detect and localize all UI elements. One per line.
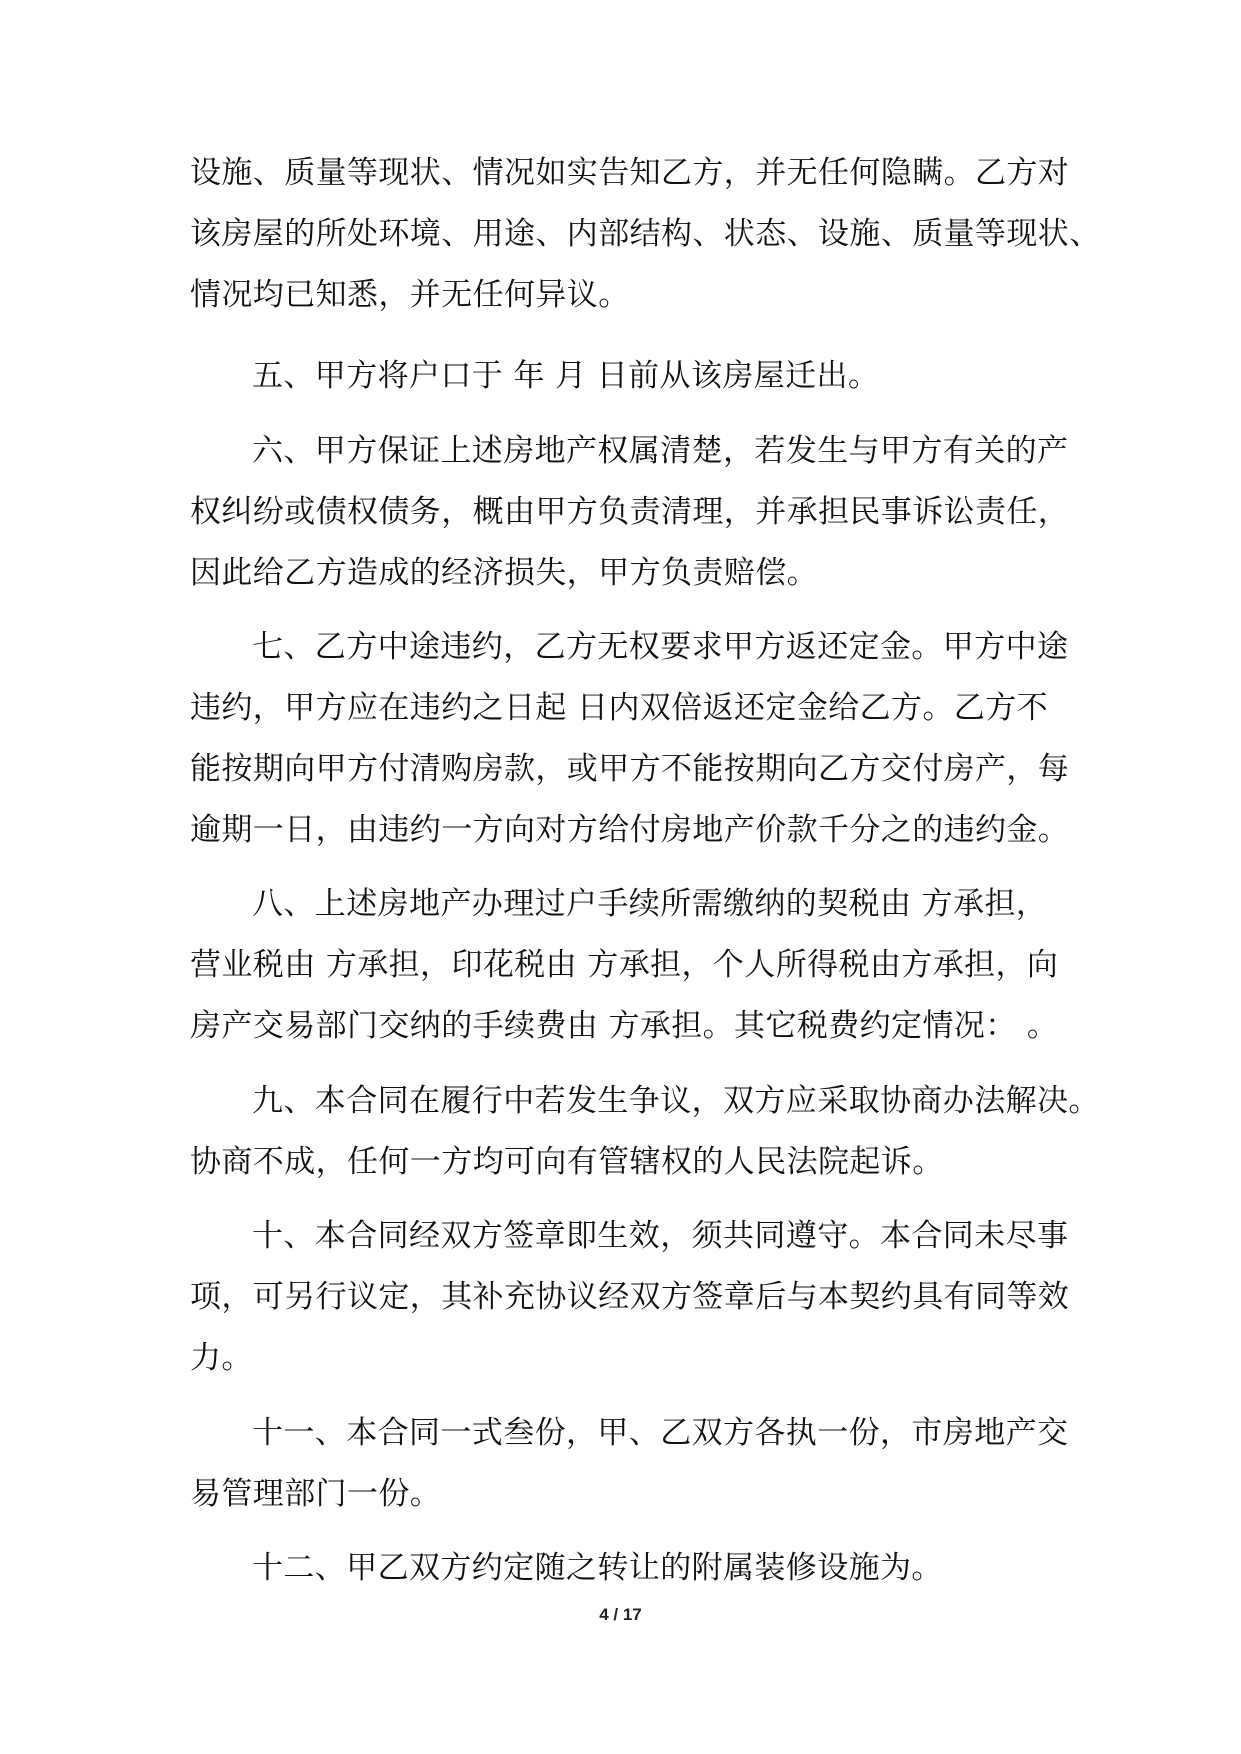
text-line: 房产交易部门交纳的手续费由 方承担。其它税费约定情况： 。 [190,1008,1059,1044]
text-line: 该房屋的所处环境、用途、内部结构、状态、设施、质量等现状、 [190,216,1101,252]
text-line: 设施、质量等现状、情况如实告知乙方，并无任何隐瞒。乙方对 [190,155,1070,191]
clause-twelve: 十二、甲乙双方约定随之转让的附属装修设施为。 [252,1550,943,1586]
text-line: 因此给乙方造成的经济损失，甲方负责赔偿。 [190,555,818,591]
clause-five: 五、甲方将户口于 年 月 日前从该房屋迁出。 [252,358,880,394]
page-number: 4 / 17 [599,1605,642,1624]
text-line: 违约，甲方应在违约之日起 日内双倍返还定金给乙方。乙方不 [190,690,1049,726]
clause-seven: 七、乙方中途违约，乙方无权要求甲方返还定金。甲方中途 [252,629,1069,665]
text-line: 力。 [190,1340,253,1376]
text-line: 逾期一日，由违约一方向对方给付房地产价款千分之的违约金。 [190,812,1070,848]
text-line: 协商不成，任何一方均可向有管辖权的人民法院起诉。 [190,1144,944,1180]
text-line: 能按期向甲方付清购房款，或甲方不能按期向乙方交付房产，每 [190,751,1070,787]
text-line: 权纠纷或债权债务，概由甲方负责清理，并承担民事诉讼责任， [190,494,1070,530]
clause-ten: 十、本合同经双方签章即生效，须共同遵守。本合同未尽事 [252,1218,1069,1254]
text-line: 项，可另行议定，其补充协议经双方签章后与本契约具有同等效 [190,1279,1070,1315]
text-line: 情况均已知悉，并无任何异议。 [190,277,630,313]
clause-eleven: 十一、本合同一式叁份，甲、乙双方各执一份，市房地产交 [252,1415,1069,1451]
clause-nine: 九、本合同在履行中若发生争议，双方应采取协商办法解决。 [252,1083,1100,1119]
text-line: 营业税由 方承担，印花税由 方承担，个人所得税由方承担，向 [190,947,1059,983]
clause-eight: 八、上述房地产办理过户手续所需缴纳的契税由 方承担， [252,886,1048,922]
text-line: 易管理部门一份。 [190,1476,442,1512]
clause-six: 六、甲方保证上述房地产权属清楚，若发生与甲方有关的产 [252,433,1069,469]
